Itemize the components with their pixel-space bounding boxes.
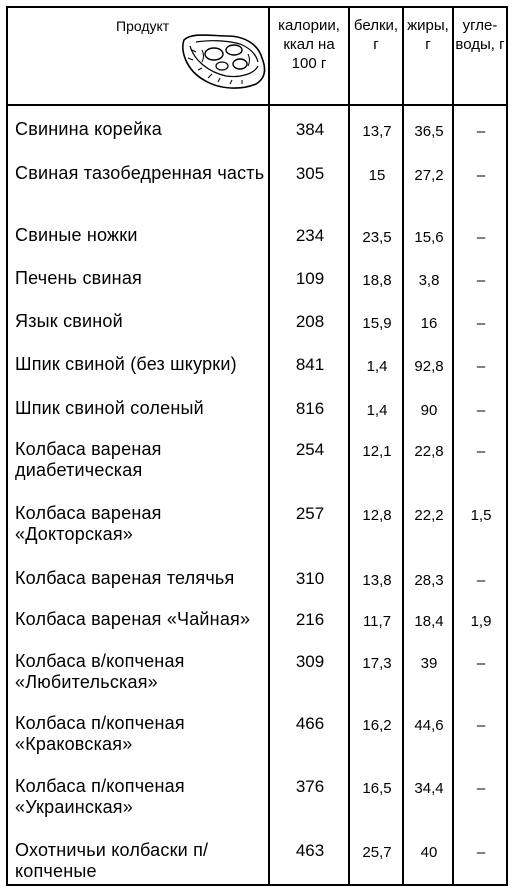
fat-value: 22,8 — [414, 443, 444, 460]
product-name: Колбаса п/копченая «Краковская» — [15, 713, 185, 754]
carbs-value: – — [476, 402, 486, 419]
product-name: Язык свиной — [15, 311, 123, 331]
product-name: Печень свиная — [15, 268, 142, 288]
carbs-value: – — [476, 272, 486, 289]
header-divider — [8, 104, 506, 106]
fat-value: 22,2 — [414, 507, 444, 524]
product-name: Колбаса в/копченая «Любительская» — [15, 651, 185, 692]
header-protein: белки, г — [353, 17, 399, 53]
carbs-value: – — [476, 229, 486, 246]
header-fat: жиры, г — [407, 17, 449, 53]
carbs-value: – — [476, 358, 486, 375]
product-name: Колбаса вареная «Докторская» — [15, 503, 162, 544]
protein-value: 12,8 — [362, 507, 392, 524]
protein-value: 11,7 — [362, 613, 392, 630]
carbs-value: – — [476, 655, 486, 672]
header-calories: калории, ккал на 100 г — [278, 17, 340, 72]
header-product-cell — [8, 8, 270, 104]
fat-value: 40 — [420, 844, 438, 861]
fat-value: 92,8 — [414, 358, 444, 375]
carbs-value: 1,5 — [470, 507, 492, 524]
carbs-value: – — [476, 123, 486, 140]
fat-value: 39 — [420, 655, 438, 672]
calories-value: 841 — [295, 355, 325, 374]
protein-value: 23,5 — [362, 229, 392, 246]
ham-illustration-icon — [178, 30, 268, 92]
calories-value: 208 — [295, 312, 325, 331]
protein-value: 12,1 — [362, 443, 392, 460]
protein-value: 1,4 — [366, 358, 388, 375]
product-name: Колбаса п/копченая «Украинская» — [15, 776, 185, 817]
calories-value: 216 — [295, 610, 325, 629]
product-name: Колбаса вареная «Чайная» — [15, 609, 251, 629]
calories-value: 310 — [295, 569, 325, 588]
carbs-value: – — [476, 717, 486, 734]
calories-value: 466 — [295, 714, 325, 733]
calories-value: 816 — [295, 399, 325, 418]
protein-value: 1,4 — [366, 402, 388, 419]
carbs-value: – — [476, 315, 486, 332]
protein-value: 13,7 — [362, 123, 392, 140]
carbs-value: – — [476, 443, 486, 460]
calories-value: 234 — [295, 226, 325, 245]
nutrition-table — [6, 6, 508, 886]
protein-value: 16,2 — [362, 717, 392, 734]
protein-value: 15 — [368, 167, 386, 184]
calories-value: 463 — [295, 841, 325, 860]
fat-value: 27,2 — [414, 167, 444, 184]
protein-value: 15,9 — [362, 315, 392, 332]
fat-value: 16 — [420, 315, 438, 332]
calories-value: 376 — [295, 777, 325, 796]
fat-value: 3,8 — [418, 272, 440, 289]
protein-value: 16,5 — [362, 780, 392, 797]
calories-value: 254 — [295, 440, 325, 459]
carbs-value: – — [476, 844, 486, 861]
protein-value: 25,7 — [362, 844, 392, 861]
fat-value: 34,4 — [414, 780, 444, 797]
protein-value: 13,8 — [362, 572, 392, 589]
product-name: Колбаса вареная телячья — [15, 568, 235, 588]
header-product: Продукт — [116, 18, 170, 34]
fat-value: 28,3 — [414, 572, 444, 589]
protein-value: 17,3 — [362, 655, 392, 672]
calories-value: 257 — [295, 504, 325, 523]
carbs-value: 1,9 — [470, 613, 492, 630]
carbs-value: – — [476, 780, 486, 797]
fat-value: 90 — [420, 402, 438, 419]
product-name: Колбаса вареная диабетическая — [15, 439, 162, 480]
carbs-value: – — [476, 167, 486, 184]
fat-value: 15,6 — [414, 229, 444, 246]
product-name: Свиные ножки — [15, 225, 138, 245]
protein-value: 18,8 — [362, 272, 392, 289]
calories-value: 305 — [295, 164, 325, 183]
fat-value: 36,5 — [414, 123, 444, 140]
fat-value: 18,4 — [414, 613, 444, 630]
header-carbs: угле-воды, г — [455, 17, 505, 53]
product-name: Свиная тазобедренная часть — [15, 163, 265, 183]
fat-value: 44,6 — [414, 717, 444, 734]
calories-value: 309 — [295, 652, 325, 671]
product-name: Шпик свиной соленый — [15, 398, 204, 418]
carbs-value: – — [476, 572, 486, 589]
calories-value: 109 — [295, 269, 325, 288]
calories-value: 384 — [295, 120, 325, 139]
product-name: Охотничьи колбаски п/копченые — [15, 840, 209, 881]
product-name: Свинина корейка — [15, 119, 163, 139]
product-name: Шпик свиной (без шкурки) — [15, 354, 237, 374]
